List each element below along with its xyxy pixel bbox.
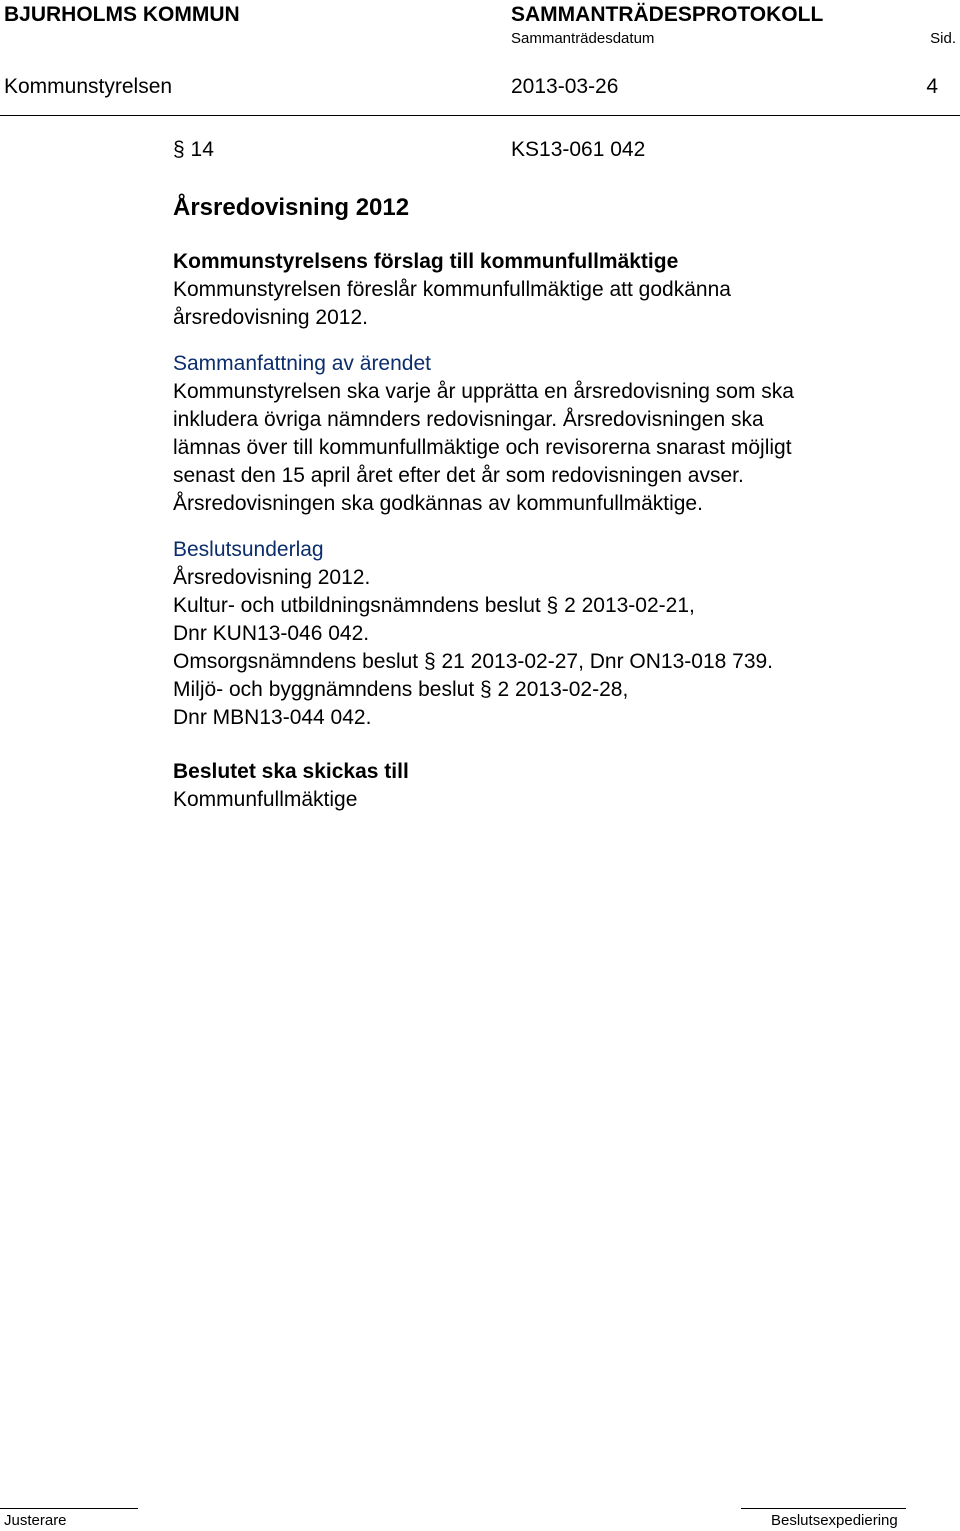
meeting-date-label: Sammanträdesdatum <box>511 30 655 47</box>
paragraph-row <box>173 132 933 172</box>
header-divider <box>0 115 960 116</box>
meeting-date: 2013-03-26 <box>511 75 619 98</box>
dispatch-signature-line <box>741 1508 906 1509</box>
basis-line: Miljö- och byggnämndens beslut § 2 2013-02-28, <box>173 678 629 701</box>
proposal-line: årsredovisning 2012. <box>173 306 368 329</box>
basis-line: Årsredovisning 2012. <box>173 566 371 589</box>
basis-line: Kultur- och utbildningsnämndens beslut § 2 2013-02-21, <box>173 594 695 617</box>
recipients-line: Kommunfullmäktige <box>173 788 358 811</box>
summary-heading: Sammanfattning av ärendet <box>173 352 431 375</box>
basis-heading: Beslutsunderlag <box>173 538 324 561</box>
item-title: Årsredovisning 2012 <box>173 194 410 221</box>
dispatch-label: Beslutsexpediering <box>771 1512 898 1529</box>
basis-line: Dnr MBN13-044 042. <box>173 706 372 729</box>
protocol-title: SAMMANTRÄDESPROTOKOLL <box>511 3 824 26</box>
municipality-name: BJURHOLMS KOMMUN <box>4 3 240 26</box>
summary-line: senast den 15 april året efter det år som redovisningen avser. <box>173 464 744 487</box>
recipients-section <box>173 758 933 814</box>
page-number: 4 <box>926 75 938 98</box>
page-label: Sid. <box>930 30 956 47</box>
summary-line: inkludera övriga nämnders redovisningar. Årsredovisningen ska <box>173 408 764 431</box>
basis-line: Omsorgsnämndens beslut § 21 2013-02-27, Dnr ON13-018 739. <box>173 650 774 673</box>
summary-section <box>173 350 933 518</box>
proposal-line: Kommunstyrelsen föreslår kommunfullmäktige att godkänna <box>173 278 731 301</box>
paragraph-number: § 14 <box>173 138 214 161</box>
proposal-heading: Kommunstyrelsens förslag till kommunfullmäktige <box>173 250 679 273</box>
protocol-content <box>173 128 933 814</box>
proposal-section <box>173 248 933 332</box>
summary-line: Årsredovisningen ska godkännas av kommunfullmäktige. <box>173 492 703 515</box>
summary-line: Kommunstyrelsen ska varje år upprätta en årsredovisning som ska <box>173 380 794 403</box>
basis-line: Dnr KUN13-046 042. <box>173 622 370 645</box>
summary-line: lämnas över till kommunfullmäktige och revisorerna snarast möjligt <box>173 436 792 459</box>
basis-section <box>173 536 933 732</box>
recipients-heading: Beslutet ska skickas till <box>173 760 409 783</box>
adjuster-signature-line <box>0 1508 138 1509</box>
governing-body: Kommunstyrelsen <box>4 75 173 98</box>
adjuster-label: Justerare <box>4 1512 67 1529</box>
case-number: KS13-061 042 <box>511 138 646 161</box>
